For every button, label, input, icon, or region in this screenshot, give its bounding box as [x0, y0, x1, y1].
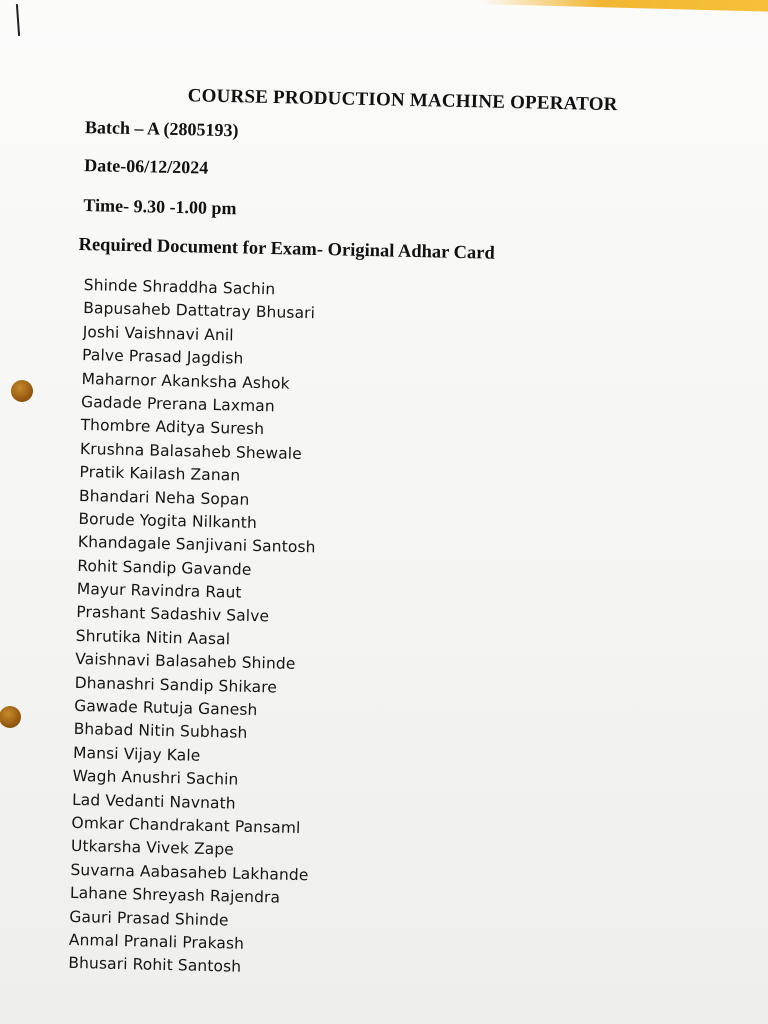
candidate-name: Bhabad Nitin Subhash	[73, 720, 248, 743]
folder-edge	[480, 0, 768, 12]
punch-hole	[0, 706, 21, 728]
candidate-name: Joshi Vaishnavi Anil	[82, 322, 234, 345]
candidate-name: Krushna Balasaheb Shewale	[79, 439, 303, 463]
candidate-name: Mayur Ravindra Raut	[76, 579, 242, 602]
course-title: COURSE PRODUCTION MACHINE OPERATOR	[187, 85, 618, 116]
candidate-name: Pratik Kailash Zanan	[79, 463, 241, 485]
candidate-name: Gadade Prerana Laxman	[80, 392, 276, 416]
batch-line: Batch – A (2805193)	[84, 117, 239, 141]
candidate-name: Omkar Chandrakant Pansaml	[71, 813, 301, 838]
candidate-name: Suvarna Aabasaheb Lakhande	[70, 860, 309, 885]
candidate-name: Dhanashri Sandip Shikare	[74, 673, 278, 697]
candidate-name: Prashant Sadashiv Salve	[76, 603, 270, 626]
required-document-line: Required Document for Exam- Original Adhar Card	[78, 234, 495, 264]
candidate-name: Shinde Shraddha Sachin	[83, 275, 276, 299]
candidate-name: Thombre Aditya Suresh	[80, 416, 265, 439]
punch-hole	[11, 380, 33, 402]
candidate-name: Borude Yogita Nilkanth	[78, 509, 258, 532]
document-header	[78, 82, 722, 270]
candidate-name: Bhusari Rohit Santosh	[68, 954, 242, 977]
candidate-name: Shrutika Nitin Aasal	[75, 626, 231, 649]
candidate-name: Gawade Rutuja Ganesh	[73, 696, 258, 720]
pen-mark	[16, 4, 20, 36]
candidate-name: Bapusaheb Dattatray Bhusari	[83, 299, 316, 323]
candidate-name: Lahane Shreyash Rajendra	[69, 883, 281, 907]
candidate-name: Mansi Vijay Kale	[72, 743, 201, 765]
candidate-name: Palve Prasad Jagdish	[81, 346, 244, 368]
candidate-name: Utkarsha Vivek Zape	[70, 837, 235, 859]
date-line: Date-06/12/2024	[84, 155, 209, 178]
candidate-name: Wagh Anushri Sachin	[72, 767, 239, 789]
candidate-name: Lad Vedanti Navnath	[71, 790, 236, 813]
candidate-list	[68, 274, 404, 983]
candidate-name: Maharnor Akanksha Ashok	[81, 369, 290, 393]
candidate-name: Gauri Prasad Shinde	[69, 907, 229, 929]
candidate-name: Anmal Pranali Prakash	[68, 930, 245, 953]
candidate-name: Khandagale Sanjivani Santosh	[77, 533, 316, 557]
time-line: Time- 9.30 -1.00 pm	[83, 195, 237, 219]
candidate-name: Rohit Sandip Gavande	[77, 556, 252, 579]
candidate-name: Bhandari Neha Sopan	[78, 486, 250, 509]
candidate-name: Vaishnavi Balasaheb Shinde	[75, 650, 296, 674]
